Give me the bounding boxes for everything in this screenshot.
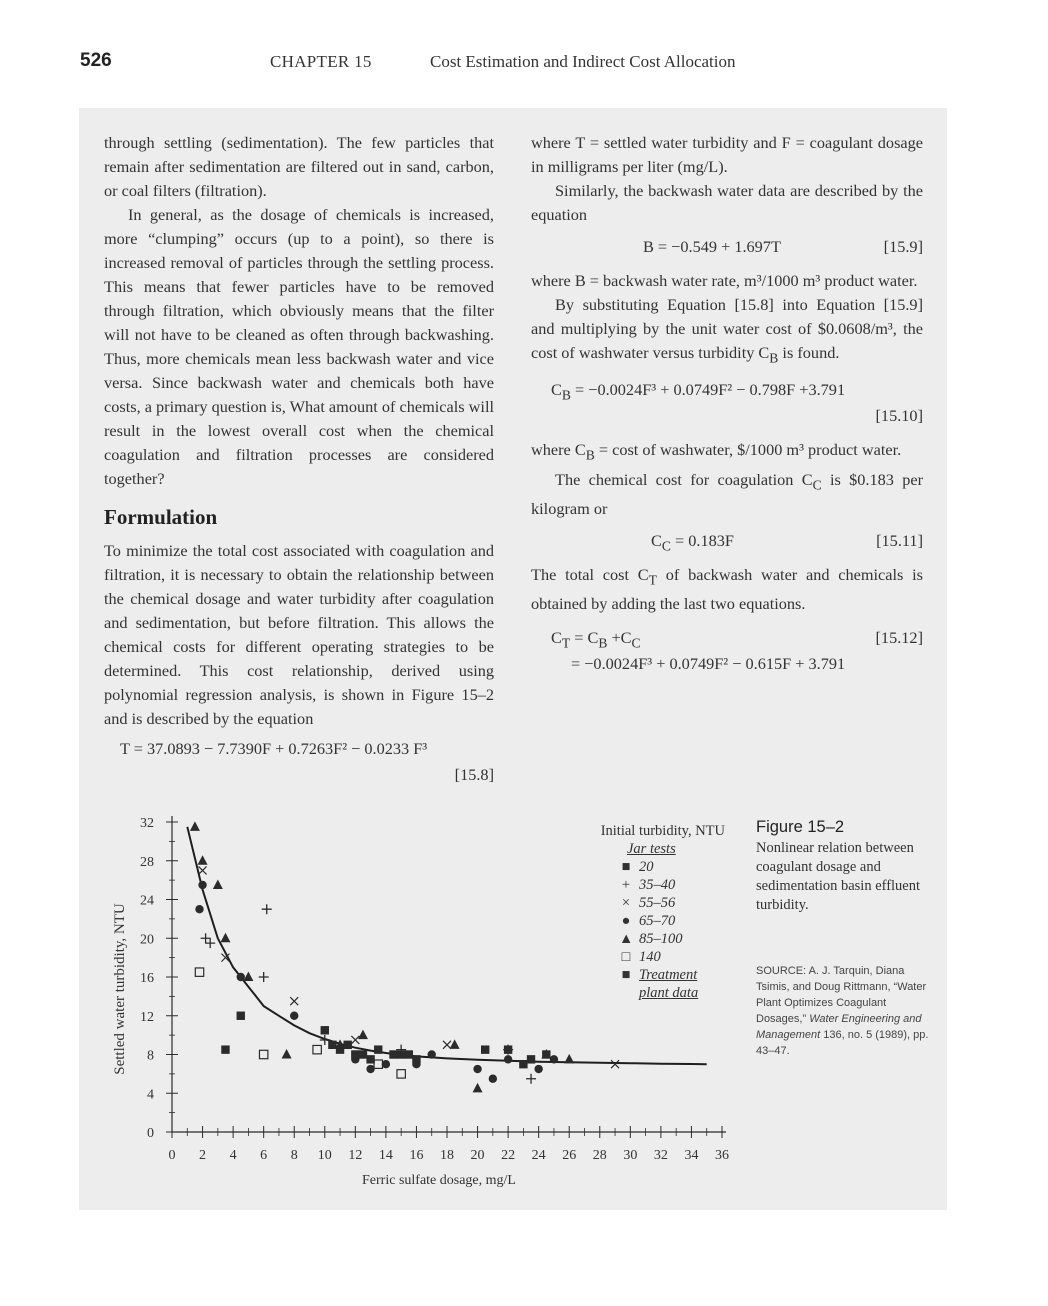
source-suffix: 136, no. 5 (1989), pp. 43–47. [756,1029,929,1057]
y-tick-label: 0 [147,1126,154,1141]
equation-15-9-text: B = −0.549 + 1.697T [643,237,781,256]
legend-label: 20 [639,859,654,875]
data-point-plus [259,972,269,982]
right-column [531,131,923,678]
equation-15-9 [531,235,923,261]
data-point-triangle [243,972,253,982]
figure-caption-text: Nonlinear relation between coagulant dosage and sedimentation basin effluent turbidity. [756,840,921,913]
data-point-square [366,1055,374,1063]
x-tick-label: 6 [260,1148,268,1163]
x-tick-label: 26 [562,1148,577,1163]
data-point-circle [473,1065,481,1073]
equation-15-12-number: [15.12] [875,628,923,647]
y-tick-label: 24 [140,893,154,909]
legend-label: Treatment plant data [639,967,699,1001]
figure-source [756,963,931,1059]
plus-marker-icon: + [621,877,631,893]
equation-15-8-text: T = 37.0893 − 7.7390F + 0.7263F² − 0.0233 F³ [120,739,428,758]
left-paragraph-3: To minimize the total cost associated with coagulation and filtration, it is necessary to obtain the relationship between the chemical dosage and water turbidity after coagulation and sedimentation, but before filtration. This allows the chemical costs for different operating strategies to be determined. This cost relationship, derived using polynomial regression analysis, is shown in Figure 15–2 and is described by the equation [104,541,494,728]
data-point-triangle [220,933,230,943]
data-point-triangle [213,879,223,889]
data-point-cross [199,866,207,874]
equation-15-11-text: $C_C = 0.183F$ [651,530,734,553]
right-paragraph-3: where B = backwash water rate, m³/1000 m³ product water. [531,271,918,290]
data-point-plus [526,1074,536,1084]
data-point-cross [351,1036,359,1044]
equation-15-8 [104,737,494,763]
data-point-cross [611,1060,619,1068]
equation-15-12a-text: $C_T = C_B +C_C$ [551,628,641,651]
x-tick-label: 24 [531,1148,546,1163]
data-point-square [351,1050,359,1058]
data-point-square [321,1026,329,1034]
y-tick-label: 8 [147,1048,154,1064]
x-tick-label: 4 [229,1148,237,1163]
data-point-circle [290,1012,298,1020]
x-tick-label: 0 [168,1148,176,1163]
data-point-triangle [450,1039,460,1049]
data-point-square [237,1012,245,1020]
legend-label: 55–56 [639,895,676,911]
x-tick-label: 34 [684,1148,699,1163]
equation-15-9-number: [15.9] [883,237,923,256]
data-point-plus [201,933,211,943]
source-prefix: SOURCE: A. J. Tarquin, Diana Tsimis, and Doug Rittmann, “Water Plant Optimizes Coagulant Dosages,” [756,965,927,1025]
legend-item [619,930,737,948]
triangle-marker-icon: ▲ [619,931,634,947]
data-point-triangle [473,1083,483,1093]
equation-15-10-number: [15.10] [875,406,923,426]
right-paragraph-7: The total cost $C_T$ of backwash water and chemicals is obtained by adding the last two equations. [531,564,924,613]
data-point-square [412,1055,420,1063]
data-point-square [504,1045,512,1053]
data-point-triangle [564,1054,574,1064]
source-publication: Water Engineering and Management [756,1013,922,1041]
data-point-plus [205,938,215,948]
equation-15-12b-text: = −0.0024F³ + 0.0749F² − 0.615F + 3.791 [571,654,846,673]
left-paragraph-1: through settling (sedimentation). The few particles that remain after sedimentation are filtered out in sand, carbon, or coal filters (filtration). [104,133,494,200]
legend-items [567,858,737,1002]
open-square-marker-icon: □ [621,949,631,965]
chapter-title: Cost Estimation and Indirect Cost Allocation [430,52,736,71]
data-point-square [481,1045,489,1053]
x-tick-label: 22 [501,1148,516,1163]
x-axis-label: Ferric sulfate dosage, mg/L [362,1173,516,1188]
data-point-open-square [374,1060,382,1068]
data-point-triangle [198,855,208,865]
x-tick-label: 32 [653,1148,668,1163]
legend-item [619,948,737,966]
legend-label: 140 [639,949,661,965]
square-marker-icon: ■ [621,859,631,875]
y-tick-label: 12 [140,1009,154,1025]
circle-marker-icon: ● [621,913,631,929]
x-tick-label: 8 [290,1148,298,1163]
equation-15-12 [531,626,923,652]
x-tick-label: 28 [592,1148,607,1163]
data-point-triangle [190,821,200,831]
data-point-circle [237,973,245,981]
data-point-square [343,1041,351,1049]
data-point-open-square [397,1070,405,1078]
x-tick-label: 18 [440,1148,454,1163]
x-tick-label: 10 [317,1148,332,1163]
legend-item [619,966,737,1002]
x-tick-label: 12 [348,1148,363,1163]
right-paragraph-2: Similarly, the backwash water data are described by the equation [531,181,923,224]
data-point-cross [443,1041,451,1049]
data-point-circle [198,881,206,889]
data-point-square [359,1050,367,1058]
equation-15-10-text: $C_B = -0.0024F^3 + 0.0749F^2 - 0.798F +3.791$ [551,380,846,403]
data-point-cross [290,997,298,1005]
data-point-square [405,1050,413,1058]
data-point-plus [262,904,272,914]
data-point-circle [504,1055,512,1063]
left-paragraph-2: In general, as the dosage of chemicals is increased, more “clumping” occurs (up to a point), so there is increased removal of particles through the settling process. This means that fewer particles have to be removed through filtration, which obviously means that the filter will not have to be cleaned as often through backwashing. Thus, more chemicals mean less backwash water and vice versa. Since backwash water and chemicals both have costs, a primary question is, What amount of chemicals will result in the lowest overall cost when the chemical coagulation and filtration processes are considered together? [104,205,494,488]
y-tick-label: 20 [140,932,154,948]
figure-label: Figure 15–2 [756,818,845,836]
x-tick-label: 30 [623,1148,638,1163]
right-paragraph-4: By substituting Equation [15.8] into Equation [15.9] and multiplying by the unit water cost of $0.0608/m³, the cost of washwater versus turbidity $C_B$ is found. [531,295,923,366]
data-point-square [328,1041,336,1049]
legend-item [619,894,737,912]
data-point-square [221,1045,229,1053]
legend-title: Initial turbidity, NTU [600,823,725,839]
equation-15-10 [531,378,923,404]
legend-subtitle: Jar tests [627,841,676,857]
data-point-open-square [259,1050,267,1058]
chart-legend [567,822,737,1002]
x-tick-label: 16 [409,1148,424,1163]
legend-item [619,858,737,876]
x-tick-label: 14 [378,1148,393,1163]
y-axis-label: Settled water turbidity, NTU [112,903,128,1075]
right-paragraph-5: where $C_B = \cos t$ of washwater, $/1000 m³ product water. [531,440,902,463]
y-tick-label: 28 [140,854,154,870]
chapter-label: CHAPTER 15 [270,52,372,71]
cross-marker-icon: × [621,895,631,911]
legend-label: 35–40 [639,877,676,893]
right-paragraph-1: where T = settled water turbidity and F = coagulant dosage in milligrams per liter (mg/L). [531,133,923,176]
equation-15-11-number: [15.11] [876,530,923,550]
data-point-circle [195,905,203,913]
data-point-circle [428,1050,436,1058]
data-point-square [527,1055,535,1063]
x-tick-label: 2 [199,1148,207,1163]
section-heading: Formulation [104,505,218,529]
equation-15-11 [531,529,923,555]
right-paragraph-6: The chemical cost for coagulation $C_C$ is $0.183 per kilogram or [531,469,923,518]
square-marker-icon: ■ [621,967,631,983]
figure-caption [756,818,931,915]
legend-label: 85–100 [639,931,683,947]
data-point-triangle [358,1030,368,1040]
y-tick-label: 16 [140,971,154,986]
data-point-square [519,1060,527,1068]
page-number: 526 [80,50,112,71]
legend-label: 65–70 [639,913,676,929]
data-point-open-square [313,1045,321,1053]
data-point-triangle [282,1049,292,1059]
legend-item [619,912,737,930]
data-point-square [389,1050,397,1058]
page-header [0,50,1048,80]
left-column [104,131,494,787]
y-tick-label: 32 [140,816,154,831]
data-point-circle [534,1065,542,1073]
x-tick-label: 36 [715,1148,729,1163]
x-tick-label: 20 [470,1148,485,1163]
data-point-square [336,1045,344,1053]
equation-15-12-line-2 [531,652,923,678]
data-point-circle [550,1055,558,1063]
data-point-open-square [195,968,203,976]
data-point-circle [489,1075,497,1083]
data-point-square [374,1045,382,1053]
y-tick-label: 4 [147,1087,154,1103]
legend-item [619,876,737,894]
equation-15-8-number: [15.8] [454,765,494,784]
